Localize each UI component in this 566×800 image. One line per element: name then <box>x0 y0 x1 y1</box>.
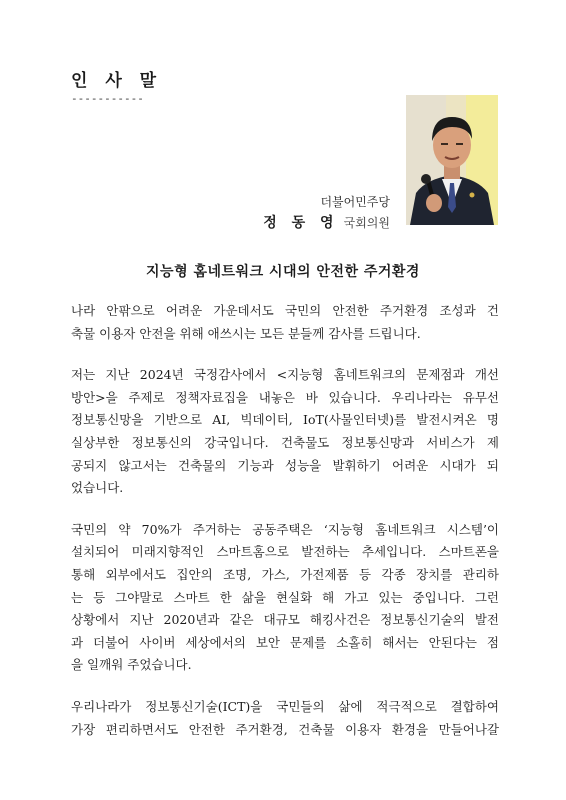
text-line: 설치되어 미래지향적인 스마트홈으로 발전하는 추세입니다. 스마트폰을 <box>71 544 499 560</box>
author-role: 국회의원 <box>343 216 390 230</box>
author-signature <box>263 212 390 232</box>
text-line: 었습니다. <box>71 480 124 496</box>
text-line: 정보통신망을 기반으로 AI, 빅데이터, IoT(사물인터넷)를 발전시켜온 명 <box>71 412 499 428</box>
text-line: 을 일깨워 주었습니다. <box>71 657 192 673</box>
text-line: 국민의 약 70%가 주거하는 공동주택은 ‘지능형 홈네트워크 시스템’이 <box>71 521 499 537</box>
body-text <box>71 300 499 760</box>
paragraph <box>71 696 499 741</box>
text-line: 우리나라가 정보통신기술(ICT)을 국민들의 삶에 적극적으로 결합하여 <box>71 698 499 714</box>
paragraph <box>71 364 499 500</box>
author-party: 더불어민주당 <box>320 195 390 209</box>
paragraph <box>71 300 499 345</box>
text-line: 상황에서 지난 2020년과 같은 대규모 해킹사건은 정보통신기술의 발전 <box>71 612 499 628</box>
text-line: 과 더불어 사이버 세상에서의 보안 문제를 소홀히 해서는 안된다는 점 <box>71 634 499 650</box>
paragraph <box>71 519 499 677</box>
author-name: 정 동 영 <box>263 215 339 231</box>
page-heading: 인 사 말 <box>71 71 163 91</box>
text-line: 축물 이용자 안전을 위해 애쓰시는 모든 분들께 감사를 드립니다. <box>71 325 421 341</box>
text-line: 저는 지난 2024년 국정감사에서 <지능형 홈네트워크의 문제점과 개선 <box>71 367 499 383</box>
text-line: 는 등 그야말로 스마트 한 삶을 현실화 해 가고 있는 중입니다. 그런 <box>71 589 499 605</box>
text-line: 실상부한 정보통신의 강국입니다. 건축물도 정보통신망과 서비스가 제 <box>71 434 499 450</box>
author-portrait <box>406 95 498 225</box>
text-line: 방안>을 주제로 정책자료집을 내놓은 바 있습니다. 우리나라는 유무선 <box>71 389 499 405</box>
heading-underline: ----------- <box>71 92 144 105</box>
text-line: 공되지 않고서는 건축물의 기능과 성능을 발휘하기 어려운 시대가 되 <box>71 457 499 473</box>
text-line: 나라 안팎으로 어려운 가운데서도 국민의 안전한 주거환경 조성과 건 <box>71 303 499 318</box>
text-line: 가장 편리하면서도 안전한 주거환경, 건축물 이용자 환경을 만들어나갈 <box>71 721 499 737</box>
text-line: 통해 외부에서도 집안의 조명, 가스, 가전제품 등 각종 장치를 관리하 <box>71 566 499 582</box>
document-title: 지능형 홈네트워크 시대의 안전한 주거환경 <box>146 264 420 280</box>
